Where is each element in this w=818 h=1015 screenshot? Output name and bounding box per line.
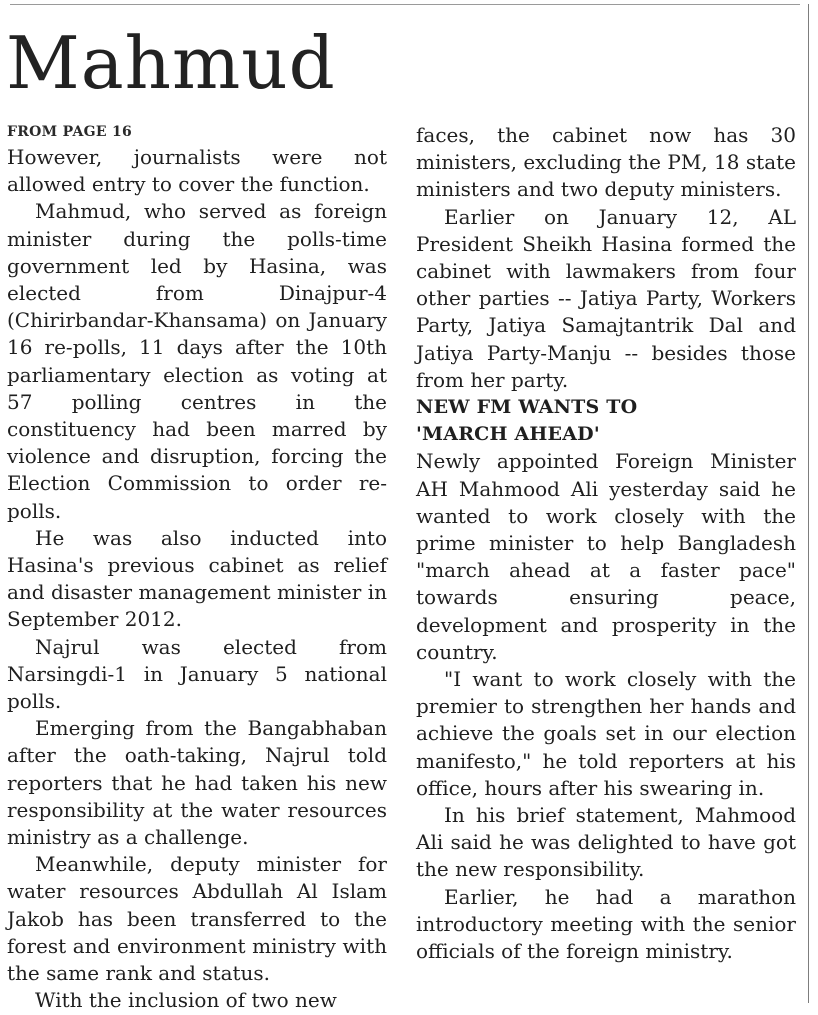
subhead-line-1: NEW FM WANTS TO	[416, 396, 638, 419]
paragraph: faces, the cabinet now has 30 ministers, excluding the PM, 18 state ministers and two deputy ministers.	[416, 123, 796, 202]
paragraph: He was also inducted into Hasina's previous cabinet as relief and disaster management minister in September 2012.	[7, 525, 387, 632]
paragraph: Earlier on January 12, AL President Sheikh Hasina formed the cabinet with lawmakers from four other parties -- Jatiya Party, Workers Party, Jatiya Samajtantrik Dal and Jatiya Party-Manju -- besides those from her party.	[416, 204, 796, 392]
subhead-line-2: 'MARCH AHEAD'	[416, 423, 600, 446]
continuation-label: FROM PAGE 16	[7, 124, 133, 140]
paragraph: Emerging from the Bangabhaban after the oath-taking, Najrul told reporters that he had taken his new responsibility at the water resources ministry as a challenge.	[7, 716, 387, 850]
left-column	[7, 120, 387, 1013]
top-rule	[10, 4, 800, 5]
paragraph: Najrul was elected from Narsingdi-1 in January 5 national polls.	[7, 634, 387, 714]
paragraph: Mahmud, who served as foreign minister during the polls-time government led by Hasina, was elected from Dinajpur-4 (Chirirbandar-Khansama) on January 16 re-polls, 11 days after the 10th parliamentary election as voting at 57 polling centres in the constituency had been marred by violence and disruption, forcing the Election Commission to order re-polls.	[7, 199, 387, 523]
column-rule-right	[808, 4, 809, 1003]
left-column-body	[7, 120, 387, 1013]
paragraph: However, journalists were not allowed entry to cover the function.	[7, 145, 387, 197]
headline: Mahmud	[6, 21, 336, 105]
paragraph: In his brief statement, Mahmood Ali said he was delighted to have got the new responsibility.	[416, 803, 796, 882]
paragraph: Earlier, he had a marathon introductory meeting with the senior officials of the foreign ministry.	[416, 884, 796, 964]
paragraph: "I want to work closely with the premier to strengthen her hands and achieve the goals set in our election manifesto," he told reporters at his office, hours after his swearing in.	[416, 667, 796, 800]
paragraph: With the inclusion of two new	[35, 988, 337, 1013]
paragraph: Newly appointed Foreign Minister AH Mahmood Ali yesterday said he wanted to work closely with the prime minister to help Bangladesh "march ahead at a faster pace" towards ensuring peace, development and prosperity in the country.	[416, 449, 796, 664]
right-column	[416, 122, 796, 965]
paragraph: Meanwhile, deputy minister for water resources Abdullah Al Islam Jakob has been transferred to the forest and environment ministry with the same rank and status.	[7, 852, 387, 986]
